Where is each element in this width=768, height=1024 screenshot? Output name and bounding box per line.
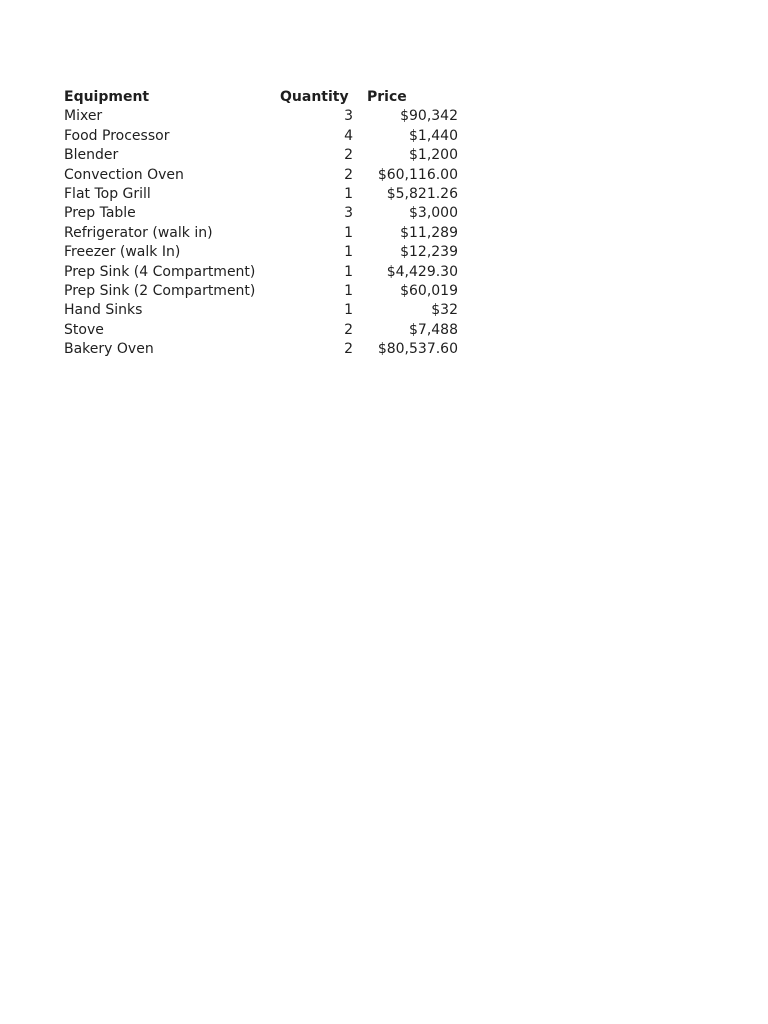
- header-price: Price: [367, 89, 407, 105]
- cell-price: $32: [431, 302, 458, 319]
- cell-price: $11,289: [400, 224, 458, 241]
- cell-price: $60,019: [400, 283, 458, 300]
- header-row: [64, 88, 458, 107]
- cell-quantity: 1: [344, 186, 353, 203]
- cell-equipment: Flat Top Grill: [64, 186, 151, 203]
- table-row: [64, 204, 458, 223]
- cell-equipment: Prep Sink (4 Compartment): [64, 263, 256, 280]
- cell-price: $5,821.26: [386, 186, 458, 203]
- cell-quantity: 1: [344, 302, 353, 319]
- table-row: [64, 321, 458, 340]
- table-row: [64, 166, 458, 185]
- cell-quantity: 1: [344, 224, 353, 241]
- cell-price: $80,537.60: [377, 341, 458, 358]
- table-row: [64, 127, 458, 146]
- cell-quantity: 1: [344, 283, 353, 300]
- cell-quantity: 3: [344, 205, 353, 222]
- cell-equipment: Refrigerator (walk in): [64, 224, 213, 241]
- cell-equipment: Stove: [64, 321, 104, 338]
- cell-equipment: Convection Oven: [64, 166, 184, 183]
- table-row: [64, 301, 458, 320]
- cell-price: $12,239: [400, 244, 458, 261]
- header-quantity: Quantity: [280, 89, 349, 105]
- cell-price: $7,488: [409, 321, 458, 338]
- cell-equipment: Food Processor: [64, 127, 170, 144]
- table-row: [64, 107, 458, 126]
- cell-quantity: 3: [344, 108, 353, 125]
- cell-price: $90,342: [400, 108, 458, 125]
- equipment-table: [64, 88, 458, 360]
- table-row: [64, 224, 458, 243]
- table-row: [64, 263, 458, 282]
- table-row: [64, 340, 458, 359]
- table-row: [64, 146, 458, 165]
- cell-price: $4,429.30: [386, 263, 458, 280]
- cell-price: $1,440: [409, 127, 458, 144]
- cell-price: $60,116.00: [377, 166, 458, 183]
- cell-quantity: 2: [344, 166, 353, 183]
- cell-quantity: 2: [344, 341, 353, 358]
- cell-equipment: Blender: [64, 147, 119, 164]
- cell-equipment: Hand Sinks: [64, 302, 143, 319]
- cell-equipment: Freezer (walk In): [64, 244, 181, 261]
- cell-quantity: 2: [344, 147, 353, 164]
- table-row: [64, 243, 458, 262]
- cell-quantity: 1: [344, 263, 353, 280]
- cell-equipment: Prep Table: [64, 205, 136, 222]
- cell-price: $3,000: [409, 205, 458, 222]
- table-row: [64, 282, 458, 301]
- cell-price: $1,200: [409, 147, 458, 164]
- table-row: [64, 185, 458, 204]
- cell-quantity: 1: [344, 244, 353, 261]
- cell-equipment: Prep Sink (2 Compartment): [64, 283, 256, 300]
- header-equipment: Equipment: [64, 89, 150, 105]
- cell-equipment: Bakery Oven: [64, 341, 154, 358]
- cell-quantity: 2: [344, 321, 353, 338]
- cell-quantity: 4: [344, 127, 353, 144]
- cell-equipment: Mixer: [64, 108, 103, 125]
